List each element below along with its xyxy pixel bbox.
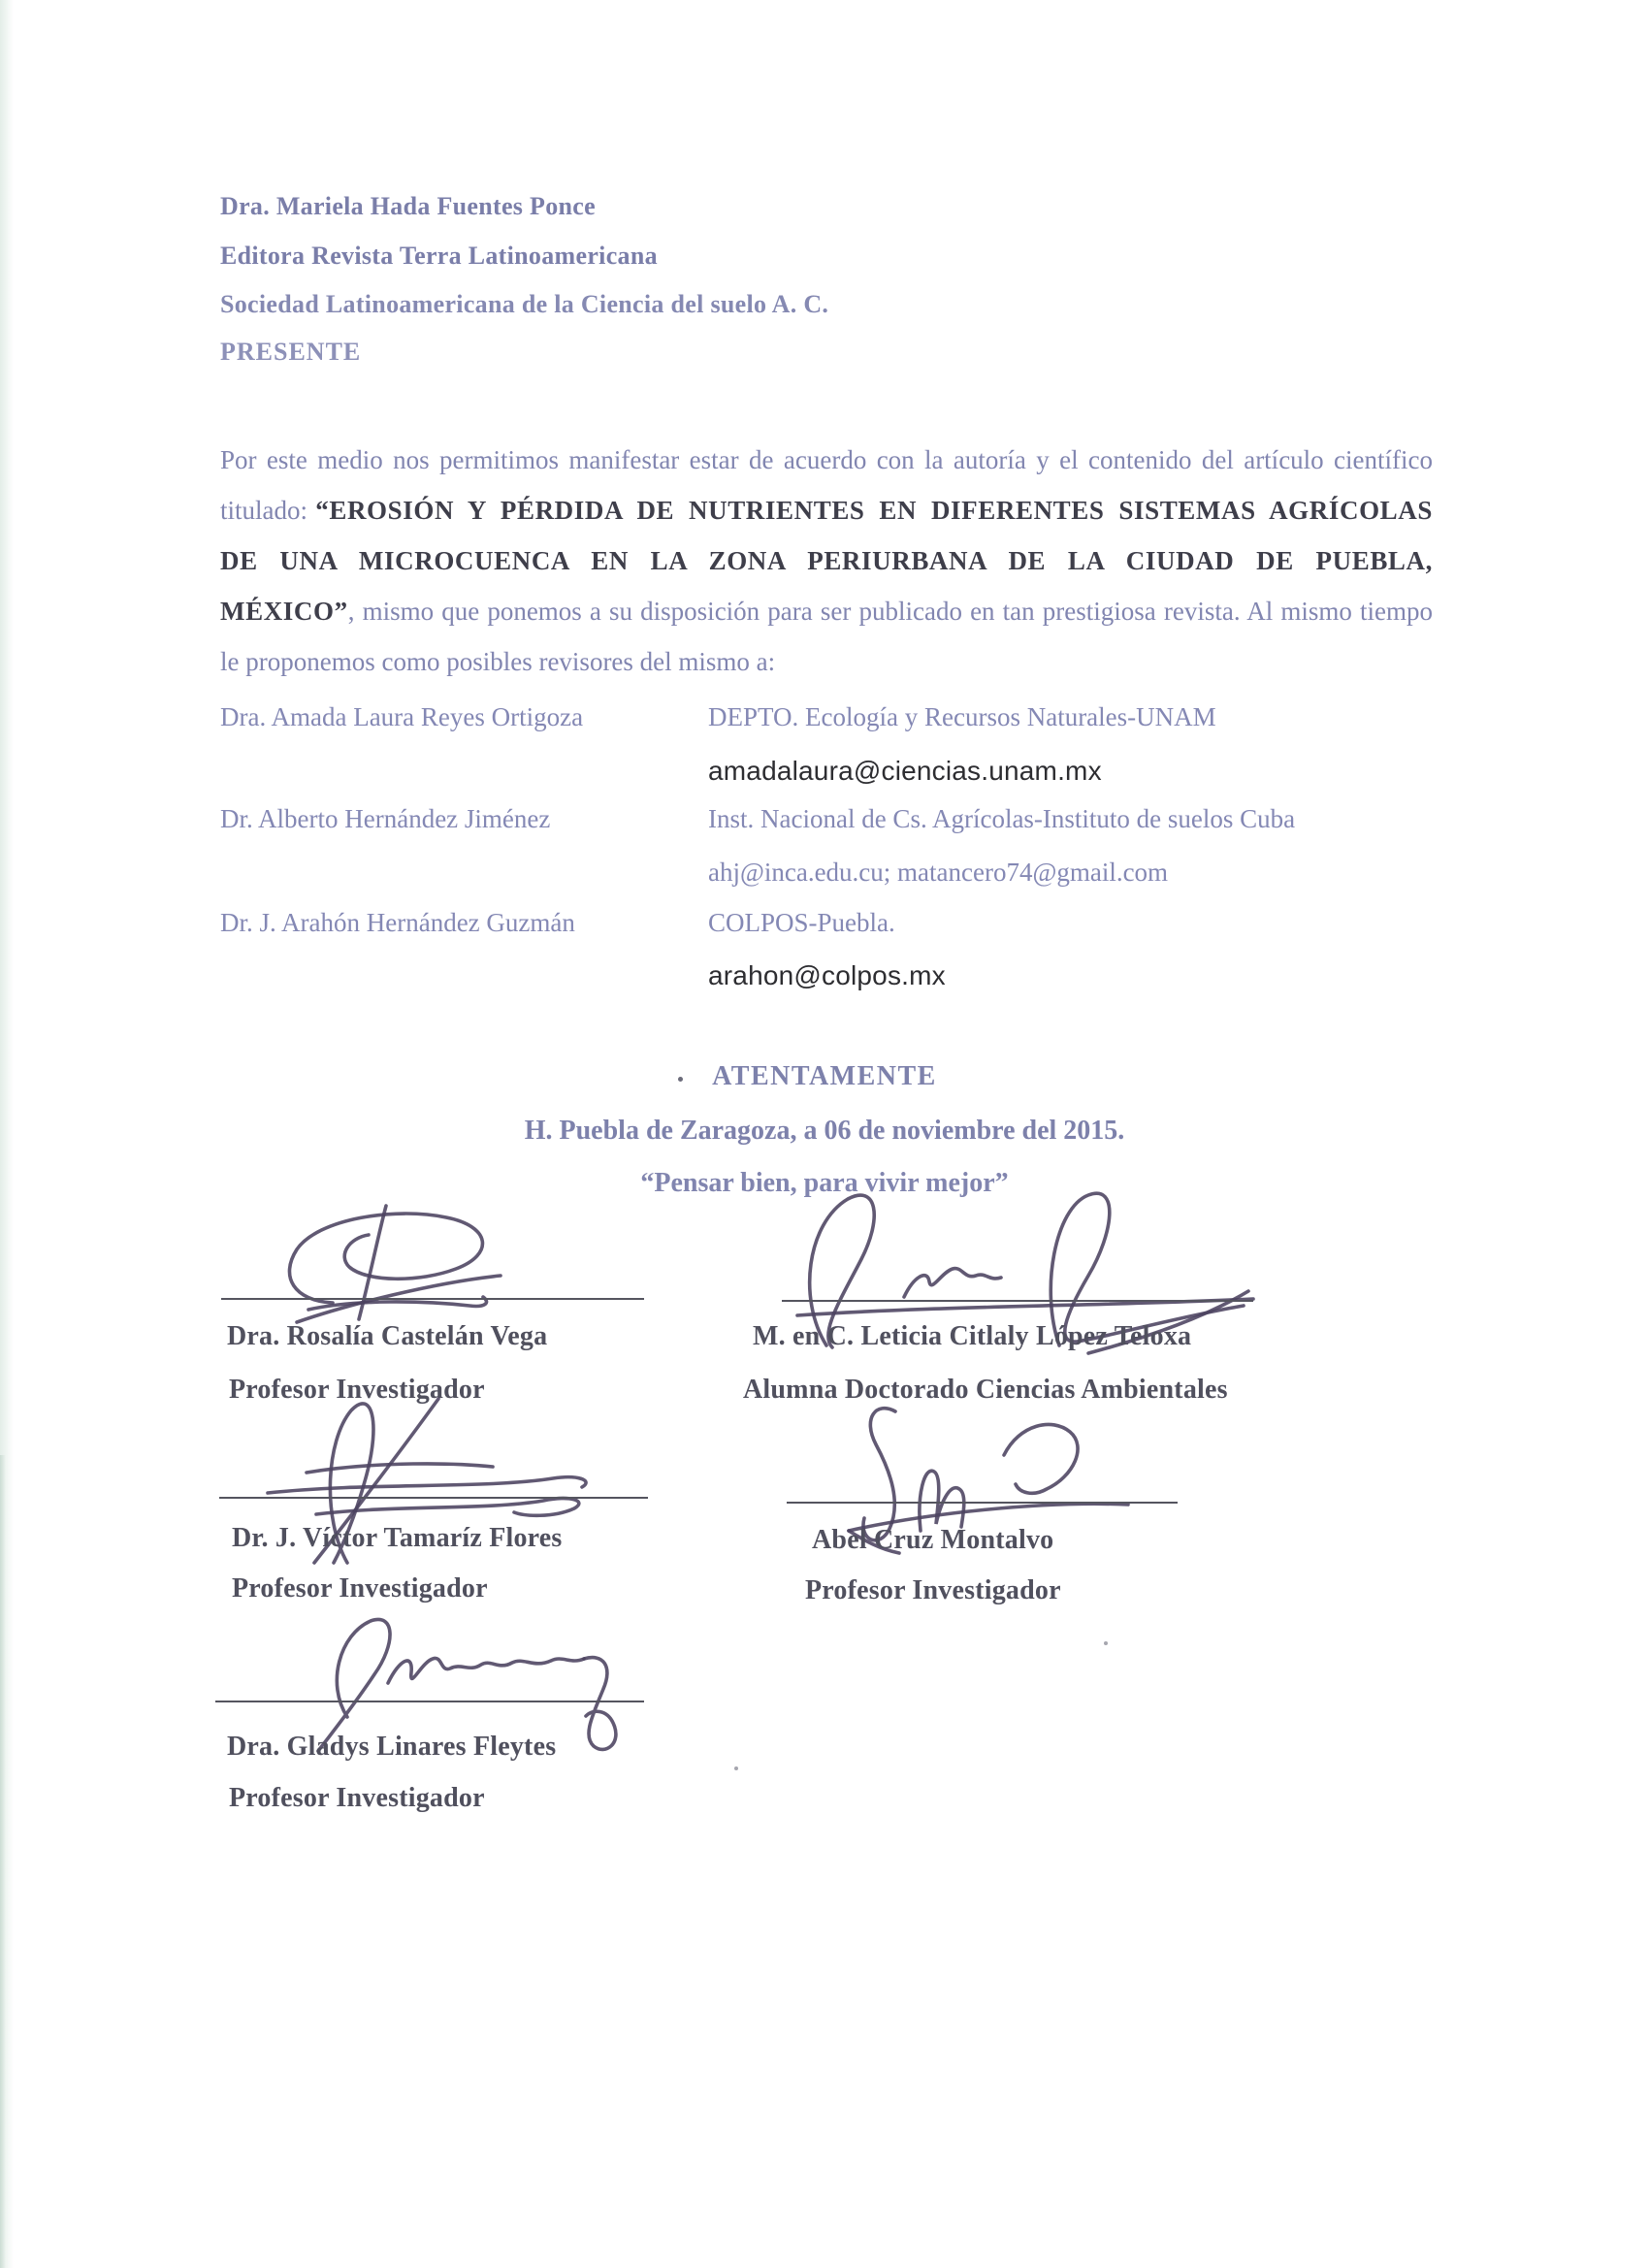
- reviewer-name: Dra. Amada Laura Reyes Ortigoza: [220, 702, 584, 731]
- signature-line: [782, 1300, 1253, 1302]
- recipient-organization: Sociedad Latinoamericana de la Ciencia del suelo A. C.: [220, 290, 829, 318]
- signatory-name: Dra. Rosalía Castelán Vega: [227, 1321, 548, 1351]
- closing-motto: “Pensar bien, para vivir mejor”: [640, 1168, 1009, 1198]
- reviewer-name: Dr. Alberto Hernández Jiménez: [220, 804, 551, 833]
- reviewer-email: arahon@colpos.mx: [708, 960, 946, 990]
- reviewer-affiliation: DEPTO. Ecología y Recursos Naturales-UNAM: [708, 702, 1216, 731]
- recipient-name: Dra. Mariela Hada Fuentes Ponce: [220, 192, 596, 220]
- reviewer-name: Dr. J. Arahón Hernández Guzmán: [220, 908, 575, 937]
- signatory-name: M. en C. Leticia Citlaly López Teloxa: [753, 1321, 1192, 1351]
- reviewer-affiliation: Inst. Nacional de Cs. Agrícolas-Instituto de suelos Cuba: [708, 804, 1296, 833]
- reviewer-email: amadalaura@ciencias.unam.mx: [708, 756, 1102, 786]
- signatory-title: Profesor Investigador: [229, 1783, 485, 1813]
- recipient-role: Editora Revista Terra Latinoamericana: [220, 242, 658, 270]
- signature-line: [221, 1298, 644, 1300]
- body-text-opening: Por este medio nos permitimos manifestar estar de acuerdo con la autoría y el contenido del artículo científico titulado:: [220, 445, 1433, 525]
- closing-date-line: H. Puebla de Zaragoza, a 06 de noviembre del 2015.: [524, 1116, 1125, 1146]
- body-text-closing: , mismo que ponemos a su disposición para ser publicado en tan prestigiosa revista. Al mismo tiempo le proponemos como posibles revisores del mismo a:: [220, 597, 1433, 676]
- reviewer-affiliation: COLPOS-Puebla.: [708, 908, 895, 937]
- signatory-title: Profesor Investigador: [232, 1573, 488, 1604]
- signatory-name: Dra. Gladys Linares Fleytes: [227, 1732, 557, 1762]
- scan-speck: [1104, 1641, 1108, 1645]
- reviewer-email: ahj@inca.edu.cu; matancero74@gmail.com: [708, 858, 1169, 887]
- article-title-bold: “EROSIÓN Y PÉRDIDA DE NUTRIENTES EN DIFERENTES SISTEMAS AGRÍCOLAS DE UNA MICROCUENCA EN LA ZONA PERIURBANA DE LA CIUDAD DE PUEBLA, MÉXICO”: [220, 496, 1433, 626]
- signatory-title: Profesor Investigador: [805, 1575, 1061, 1605]
- signature-stroke-rosalia: [241, 1201, 561, 1327]
- signatory-title: Profesor Investigador: [229, 1375, 485, 1405]
- signature-line: [215, 1701, 644, 1702]
- recipient-presente: PRESENTE: [220, 338, 362, 366]
- closing-salutation: ATENTAMENTE: [712, 1061, 937, 1091]
- signatory-name: Dr. J. Víctor Tamaríz Flores: [232, 1523, 563, 1553]
- signature-line: [787, 1502, 1178, 1504]
- letter-body-paragraph: [220, 435, 1433, 687]
- scan-edge-shadow-lower: [0, 1455, 6, 2268]
- signature-line: [219, 1497, 648, 1499]
- signatory-title: Alumna Doctorado Ciencias Ambientales: [743, 1375, 1228, 1405]
- scan-speck: [734, 1766, 738, 1770]
- signatory-name: Abel Cruz Montalvo: [812, 1525, 1054, 1555]
